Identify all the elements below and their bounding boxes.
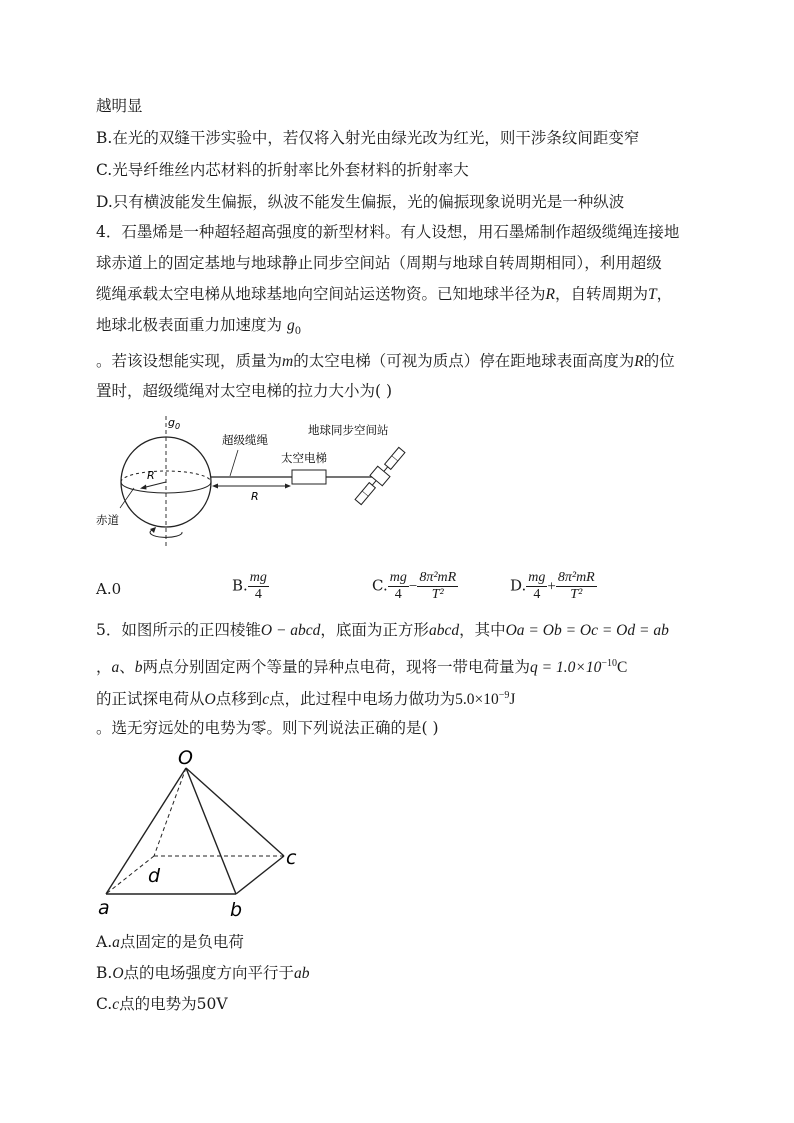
q5-option-b: B.O点的电场强度方向平行于ab: [96, 964, 310, 982]
edge-bc: [236, 856, 284, 894]
pyramid-figure: [94, 748, 314, 924]
equator-label: 赤道: [96, 513, 119, 527]
station-label: 地球同步空间站: [308, 423, 389, 437]
vertex-b-label: b: [230, 899, 243, 921]
elevator-box: [292, 470, 326, 484]
cable-label: 超级缆绳: [222, 433, 268, 447]
q4-line-3: 缆绳承载太空电梯从地球基地向空间站运送物资。已知地球半径为R，自转周期为T，: [96, 285, 673, 303]
satellite-icon: [352, 445, 408, 507]
vertex-d-label: d: [148, 865, 161, 887]
edge-oc: [186, 768, 284, 856]
edge-da: [106, 856, 154, 894]
q5-line-4: 。选无穷远处的电势为零。则下列说法正确的是( ): [96, 719, 439, 737]
q4-option-d: D. $\frac{mg}{4}$ + $\frac{\text{8π²mR}}{\text{T²}}$: [510, 570, 595, 602]
g0-label: $g_0$: [168, 416, 181, 431]
q4-option-a: A.0: [96, 580, 122, 598]
space-elevator-figure: [90, 412, 420, 558]
q5-line-1: 5．如图所示的正四棱锥O − abcd，底面为正方形abcd，其中Oa = Ob = Oc = Od = ab: [96, 621, 669, 639]
q4-line-6: 置时，超级缆绳对太空电梯的拉力大小为( ): [96, 382, 393, 400]
q4-option-b: B. $\frac{mg}{4}$: [232, 570, 267, 602]
q4-line-2: 球赤道上的固定基地与地球静止同步空间站（周期与地球自转周期相同），利用超级: [96, 254, 662, 272]
q3-option-b: B.在光的双缝干涉实验中，若仅将入射光由绿光改为红光，则干涉条纹间距变窄: [96, 129, 640, 147]
vertex-o-label: O: [178, 748, 193, 769]
distance-label: R: [251, 490, 259, 503]
q3-continued-text: 越明显: [96, 97, 143, 115]
q4-line-1: 4．石墨烯是一种超轻超高强度的新型材料。有人设想，用石墨烯制作超级缆绳连接地: [96, 223, 680, 241]
q5-option-a: A.a点固定的是负电荷: [96, 933, 244, 951]
q5-option-c: C.c点的电势为50V: [96, 995, 228, 1013]
vertex-a-label: a: [98, 897, 110, 919]
edge-oa: [106, 768, 186, 894]
radius-label: R: [147, 469, 155, 482]
q3-option-d: D.只有横波能发生偏振，纵波不能发生偏振，光的偏振现象说明光是一种纵波: [96, 193, 625, 211]
q4-line-5: 。若该设想能实现，质量为m的太空电梯（可视为质点）停在距地球表面高度为R的位: [96, 352, 675, 370]
q5-line-3: 的正试探电荷从O点移到c点，此过程中电场力做功为$5.0\times 10^{-9}J$: [96, 690, 516, 709]
q4-line-4: 地球北极表面重力加速度为 $g_0$: [96, 316, 302, 338]
edge-ob: [186, 768, 236, 894]
q4-option-c: C. $\frac{mg}{4}$ − $\frac{\text{8π²mR}}{\text{T²}}$: [372, 570, 457, 602]
vertex-c-label: c: [286, 847, 297, 869]
q3-option-c: C.光导纤维丝内芯材料的折射率比外套材料的折射率大: [96, 161, 469, 179]
elevator-label: 太空电梯: [281, 451, 327, 465]
q5-line-2: ，a、b两点分别固定两个等量的异种点电荷，现将一带电荷量为$q = 1.0\times 10^{-10}C$: [96, 658, 628, 677]
